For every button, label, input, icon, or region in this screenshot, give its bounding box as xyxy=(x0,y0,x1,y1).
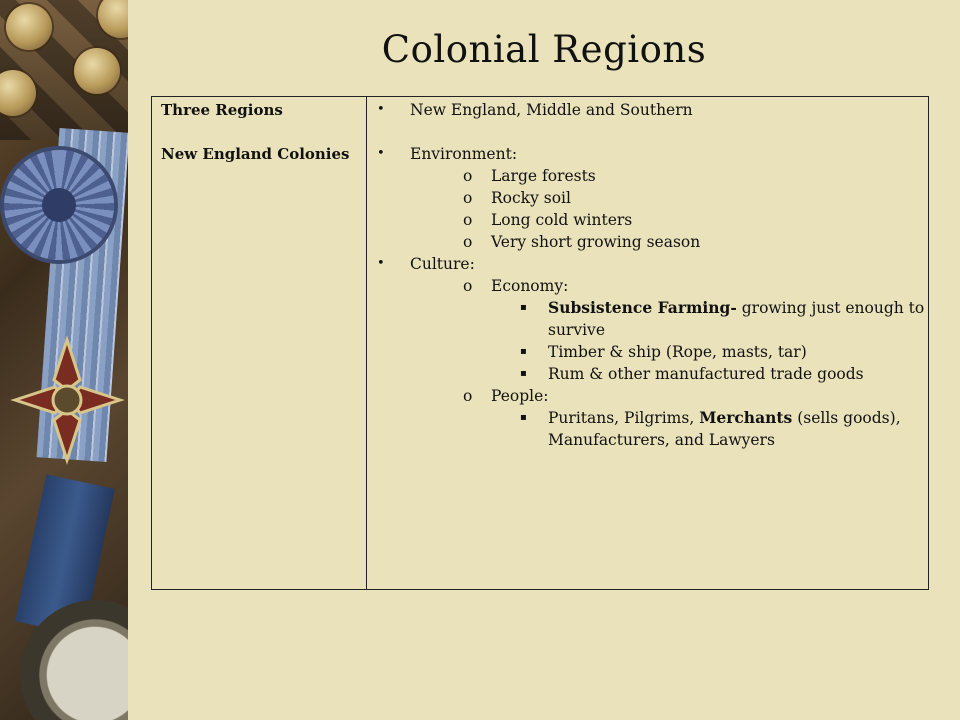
list-item: o Rocky soil xyxy=(463,189,571,207)
three-regions-label: Three Regions xyxy=(161,101,283,119)
circle-bullet-icon: o xyxy=(463,233,473,251)
list-item: o Large forests xyxy=(463,167,596,185)
circle-bullet-icon: o xyxy=(463,167,473,185)
content-table xyxy=(151,96,929,590)
list-item: o People: xyxy=(463,387,549,405)
right-column-cell xyxy=(367,97,929,590)
new-england-label: New England Colonies xyxy=(161,145,350,163)
list-item: • Environment: xyxy=(377,145,518,163)
brass-button-icon xyxy=(6,4,52,50)
list-item: • New England, Middle and Southern xyxy=(377,101,693,119)
brass-button-icon xyxy=(74,48,120,94)
bullet-icon: • xyxy=(377,146,385,161)
list-item: ▪ Subsistence Farming- growing just enough to xyxy=(520,298,925,317)
page-title: Colonial Regions xyxy=(381,28,707,71)
list-item: ▪ Timber & ship (Rope, masts, tar) xyxy=(520,343,807,361)
maltese-cross-icon xyxy=(10,330,125,480)
bullet-icon: • xyxy=(377,102,385,117)
list-item: • Culture: xyxy=(377,255,475,273)
list-item: o Very short growing season xyxy=(463,233,701,251)
list-item-continuation: survive xyxy=(548,321,605,339)
left-column-cell xyxy=(152,97,367,590)
list-item: o Economy: xyxy=(463,277,569,295)
square-bullet-icon: ▪ xyxy=(520,412,527,423)
rosette-center xyxy=(42,188,76,222)
list-item: ▪ Puritans, Pilgrims, Merchants (sells goods), xyxy=(520,408,901,427)
square-bullet-icon: ▪ xyxy=(520,302,527,313)
circle-bullet-icon: o xyxy=(463,189,473,207)
circle-bullet-icon: o xyxy=(463,387,473,405)
list-item: o Long cold winters xyxy=(463,211,633,229)
circle-bullet-icon: o xyxy=(463,277,473,295)
decorative-side-image xyxy=(0,0,128,720)
circle-bullet-icon: o xyxy=(463,211,473,229)
bullet-icon: • xyxy=(377,256,385,271)
square-bullet-icon: ▪ xyxy=(520,368,527,379)
list-item: ▪ Rum & other manufactured trade goods xyxy=(520,365,864,383)
list-item-continuation: Manufacturers, and Lawyers xyxy=(548,431,775,449)
square-bullet-icon: ▪ xyxy=(520,346,527,357)
